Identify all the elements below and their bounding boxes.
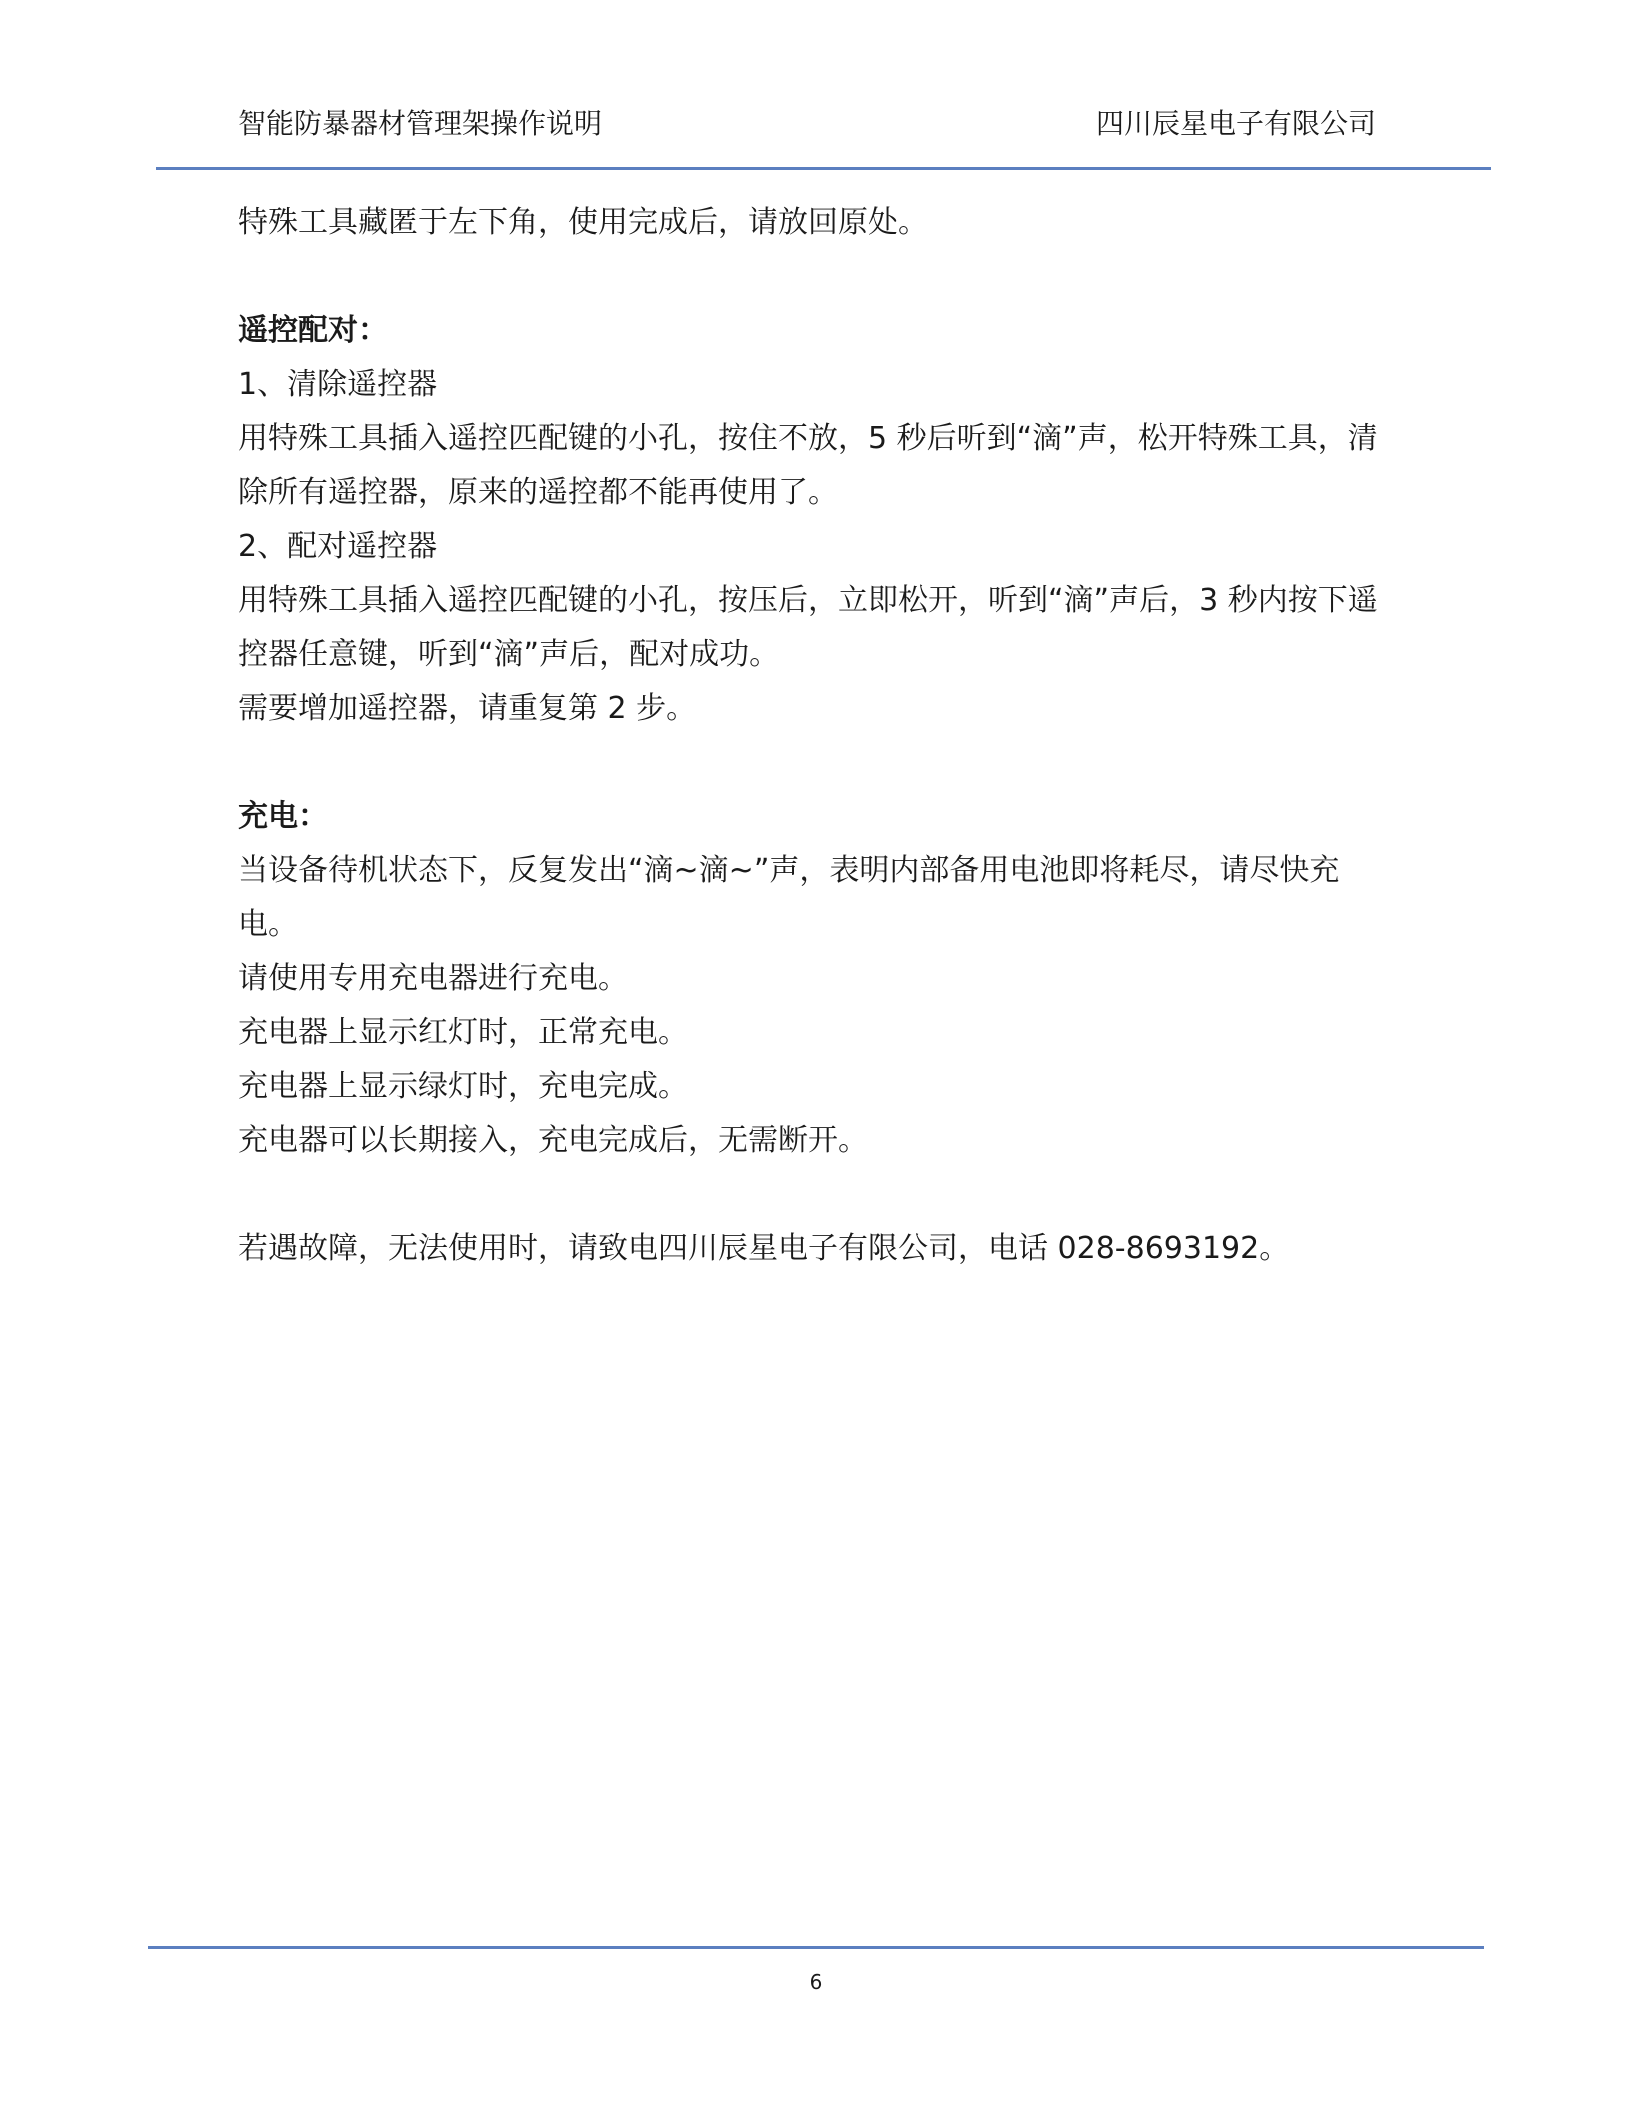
charging-line-2: 请使用专用充电器进行充电。: [238, 961, 628, 996]
spacer: [238, 1168, 1388, 1222]
charging-line-5: 充电器可以长期接入，充电完成后，无需断开。: [238, 1123, 868, 1158]
contact-paragraph: 若遇故障，无法使用时，请致电四川辰星电子有限公司，电话 028-8693192。: [238, 1231, 1290, 1266]
pairing-step1-text: 用特殊工具插入遥控匹配键的小孔，按住不放，5 秒后听到“滴”声，松开特殊工具，清除所有遥控器，原来的遥控都不能再使用了。: [238, 421, 1378, 510]
pairing-step1-title: 1、清除遥控器: [238, 367, 438, 402]
charging-heading: 充电：: [238, 799, 328, 834]
spacer: [238, 250, 1388, 304]
charging-line-3: 充电器上显示红灯时，正常充电。: [238, 1015, 688, 1050]
pairing-step2-title: 2、配对遥控器: [238, 529, 438, 564]
footer-divider: [148, 1946, 1484, 1949]
intro-paragraph: 特殊工具藏匿于左下角，使用完成后，请放回原处。: [238, 205, 928, 240]
page-content: [238, 196, 1388, 1276]
pairing-note: 需要增加遥控器，请重复第 2 步。: [238, 691, 697, 726]
pairing-heading: 遥控配对：: [238, 313, 388, 348]
charging-line-4: 充电器上显示绿灯时，充电完成。: [238, 1069, 688, 1104]
company-name: 四川辰星电子有限公司: [1095, 107, 1376, 140]
document-title: 智能防暴器材管理架操作说明: [238, 107, 603, 140]
header-divider: [156, 167, 1491, 170]
charging-line-1: 当设备待机状态下，反复发出“滴~滴~”声，表明内部备用电池即将耗尽，请尽快充电。: [238, 853, 1340, 942]
pairing-step2-text: 用特殊工具插入遥控匹配键的小孔，按压后，立即松开，听到“滴”声后，3 秒内按下遥控器任意键，听到“滴”声后，配对成功。: [238, 583, 1378, 672]
page-number: 6: [809, 1970, 823, 1994]
spacer: [238, 736, 1388, 790]
